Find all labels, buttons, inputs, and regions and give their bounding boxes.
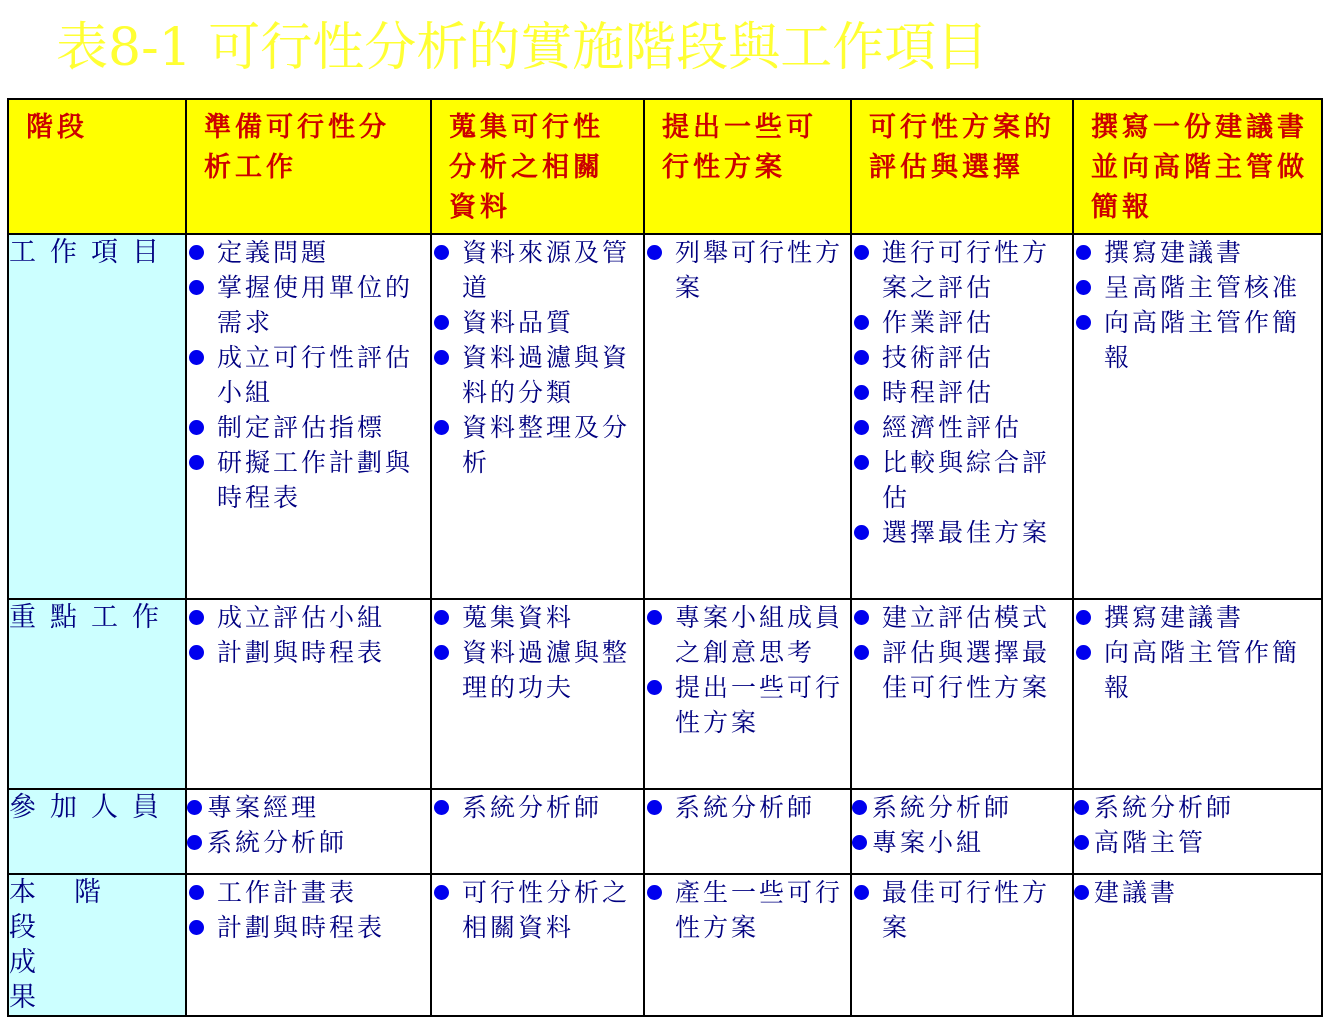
list-item: 向高階主管作簡報 [1074, 305, 1321, 375]
list-item: 提出一些可行性方案 [645, 670, 850, 740]
list-item: 可行性分析之相關資料 [432, 875, 643, 945]
bullet-list [645, 790, 850, 825]
bullet-list [852, 875, 1072, 945]
list-item: 系統分析師 [1074, 790, 1321, 825]
list-item: 最佳可行性方案 [852, 875, 1072, 945]
bullet-list [1074, 235, 1321, 375]
cell [431, 874, 644, 1016]
list-item: 建議書 [1074, 875, 1321, 910]
bullet-list [645, 235, 850, 305]
list-item: 系統分析師 [852, 790, 1072, 825]
row-key-work [8, 599, 1322, 789]
list-item: 計劃與時程表 [187, 910, 430, 945]
cell [851, 234, 1073, 599]
row-label-char: 成果 [9, 947, 128, 1013]
list-item: 向高階主管作簡報 [1074, 635, 1321, 705]
list-item: 專案小組 [852, 825, 1072, 860]
list-item: 經濟性評估 [852, 410, 1072, 445]
bullet-list [432, 235, 643, 480]
row-label-char: 本階段 [9, 877, 139, 943]
header-row [8, 99, 1322, 234]
bullet-list [852, 600, 1072, 705]
list-item: 定義問題 [187, 235, 430, 270]
stages-table [7, 98, 1323, 1017]
cell [1073, 874, 1322, 1016]
stage-header-3: 提出一些可行性方案 [644, 99, 851, 234]
stage-header-5: 撰寫一份建議書並向高階主管做簡報 [1073, 99, 1322, 234]
row-label-participants [8, 789, 186, 874]
list-item: 呈高階主管核准 [1074, 270, 1321, 305]
list-item: 評估與選擇最佳可行性方案 [852, 635, 1072, 705]
bullet-list [187, 790, 430, 860]
bullet-list [1074, 875, 1321, 910]
cell [186, 234, 431, 599]
bullet-list [187, 875, 430, 945]
row-label-work-items [8, 234, 186, 599]
cell [186, 789, 431, 874]
bullet-list [432, 790, 643, 825]
header-corner: 階段 [8, 99, 186, 234]
list-item: 撰寫建議書 [1074, 600, 1321, 635]
cell [644, 234, 851, 599]
list-item: 掌握使用單位的需求 [187, 270, 430, 340]
row-label-line1 [9, 875, 185, 945]
list-item: 系統分析師 [187, 825, 430, 860]
row-label-text: 工作項目 [9, 237, 173, 268]
row-outcomes [8, 874, 1322, 1016]
bullet-list [1074, 600, 1321, 705]
row-label-text: 參加人員 [9, 792, 173, 823]
list-item: 作業評估 [852, 305, 1072, 340]
cell [431, 599, 644, 789]
list-item: 時程評估 [852, 375, 1072, 410]
list-item: 進行可行性方案之評估 [852, 235, 1072, 305]
cell [1073, 234, 1322, 599]
list-item: 專案經理 [187, 790, 430, 825]
list-item: 制定評估指標 [187, 410, 430, 445]
bullet-list [852, 790, 1072, 860]
bullet-list [1074, 790, 1321, 860]
list-item: 資料過濾與整理的功夫 [432, 635, 643, 705]
bullet-list [187, 235, 430, 515]
row-work-items [8, 234, 1322, 599]
list-item: 專案小組成員之創意思考 [645, 600, 850, 670]
cell [186, 874, 431, 1016]
row-participants [8, 789, 1322, 874]
bullet-list [187, 600, 430, 670]
stage-header-2: 蒐集可行性分析之相關資料 [431, 99, 644, 234]
list-item: 資料過濾與資料的分類 [432, 340, 643, 410]
list-item: 比較與綜合評估 [852, 445, 1072, 515]
list-item: 系統分析師 [645, 790, 850, 825]
bullet-list [645, 600, 850, 740]
cell [644, 599, 851, 789]
page-title: 表8-1 可行性分析的實施階段與工作項目 [56, 18, 989, 78]
stage-header-1: 準備可行性分析工作 [186, 99, 431, 234]
bullet-list [852, 235, 1072, 550]
list-item: 建立評估模式 [852, 600, 1072, 635]
cell [431, 789, 644, 874]
row-label-line2 [9, 945, 185, 1015]
list-item: 系統分析師 [432, 790, 643, 825]
row-label-outcomes [8, 874, 186, 1016]
list-item: 工作計畫表 [187, 875, 430, 910]
cell [1073, 599, 1322, 789]
row-label-key-work [8, 599, 186, 789]
list-item: 列舉可行性方案 [645, 235, 850, 305]
cell [851, 789, 1073, 874]
list-item: 技術評估 [852, 340, 1072, 375]
cell [851, 874, 1073, 1016]
list-item: 蒐集資料 [432, 600, 643, 635]
cell [644, 789, 851, 874]
bullet-list [645, 875, 850, 945]
list-item: 成立可行性評估小組 [187, 340, 430, 410]
cell [644, 874, 851, 1016]
list-item: 資料來源及管道 [432, 235, 643, 305]
cell [851, 599, 1073, 789]
list-item: 成立評估小組 [187, 600, 430, 635]
list-item: 撰寫建議書 [1074, 235, 1321, 270]
cell [1073, 789, 1322, 874]
cell [186, 599, 431, 789]
bullet-list [432, 875, 643, 945]
list-item: 計劃與時程表 [187, 635, 430, 670]
list-item: 資料整理及分析 [432, 410, 643, 480]
list-item: 研擬工作計劃與時程表 [187, 445, 430, 515]
list-item: 高階主管 [1074, 825, 1321, 860]
list-item: 產生一些可行性方案 [645, 875, 850, 945]
bullet-list [432, 600, 643, 705]
row-label-text: 重點工作 [9, 602, 173, 633]
list-item: 資料品質 [432, 305, 643, 340]
stage-header-4: 可行性方案的評估與選擇 [851, 99, 1073, 234]
cell [431, 234, 644, 599]
list-item: 選擇最佳方案 [852, 515, 1072, 550]
